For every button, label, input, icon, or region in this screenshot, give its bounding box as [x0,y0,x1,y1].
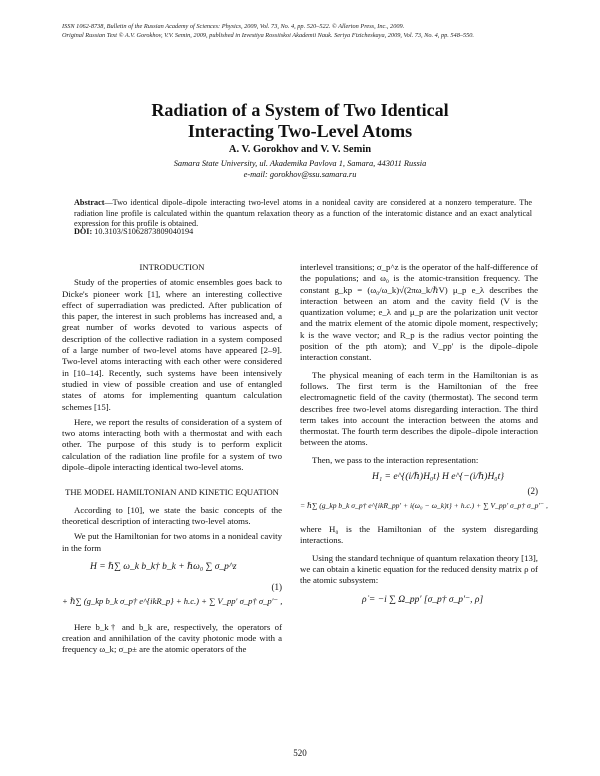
eq2-number: (2) [527,486,538,497]
eq1-number: (1) [271,581,282,592]
header-line-2: Original Russian Text © A.V. Gorokhov, V.V. Semin, 2009, published in Izvestiya Rossiiskoi Akademii Nauk. Seriya Fizicheskaya, 2009, Vol. 73, No. 4, pp. 548–550. [62,32,475,39]
abstract [74,198,532,230]
affiliation: Samara State University, ul. Akademika Pavlova 1, Samara, 443011 Russia [173,159,427,168]
equation-1 [62,562,282,616]
title-line-1: Radiation of a System of Two Identical [151,100,449,120]
equation-2 [300,472,548,518]
intro-paragraph-2: Here, we report the results of consideration of a system of two atoms interacting both with a thermostat and with each other. The purpose of this study is to perform explicit calculation of the radiation line profile for a system of two dipole–dipole interacting identical two-level atoms. [62,416,282,473]
after-equation-1: Here b_k† and b_k are, respectively, the operators of creation and annihilation of the cavity photonic mode with a frequency ω_k; σ_p± are the atomic operators of the [62,621,282,655]
model-heading: THE MODEL HAMILTONIAN AND KINETIC EQUATION [65,487,279,498]
right-paragraph-3: Then, we pass to the interaction representation: [312,454,479,465]
model-paragraph-1: According to [10], we state the basic concepts of the theoretical description of interacting two-level atoms. [62,504,282,526]
doi-value: 10.3103/S1062873809040194 [94,227,194,236]
eq2-line-1: H₁ = e^{(i/ℏ)H₀t} H e^{−(i/ℏ)H₀t} [372,472,505,483]
model-paragraph-2: We put the Hamiltonian for two atoms in a nonideal cavity in the form [62,531,282,553]
abstract-text: —Two identical dipole–dipole interacting two-level atoms in a nonideal cavity are considered at a nonzero temperature. The radiation line profile is calculated within the quantum relaxation theory as a function of the interatomic distance and an exact analytical expression for this profile is obtained. [74,198,532,229]
title-line-2: Interacting Two-Level Atoms [187,121,413,141]
email: e-mail: gorokhov@ssu.samara.ru [243,170,357,179]
intro-paragraph-1: Study of the properties of atomic ensembles goes back to Dicke's pioneer work [1], where an interesting collective effect of superradiation was predicted. After publication of this paper, the interest in such problems has increased and, a great number of works devoted to various aspects of description of the collective radiation in a system composed of a large number of two-level atoms have appeared [2–9]. Two-level atoms interacting with each other were considered in [10–14]. Recently, such systems have been intensively studied in view of possible creation and use of entangled states of atoms for implementing quantum calculation schemes [15]. [62,277,282,412]
eq2-line-2: = ℏ∑ (g_kp b_k σ_p† e^{ikR_pp′ + i(ω₀ − ω_k)t} + h.c.) + ∑ V_pp′ σ_p† σ_p′⁻ , [300,501,548,511]
right-column [300,262,548,606]
header-line-1: ISSN 1062-8738, Bulletin of the Russian Academy of Sciences: Physics, 2009, Vol. 73, No. 4, pp. 520–522. © Allerton Press, Inc., 2009. [62,23,405,30]
abstract-label: Abstract [74,198,105,207]
eq1-line-2: + ℏ∑ (g_kp b_k σ_p† e^{ikR_p} + h.c.) + ∑ V_pp′ σ_p† σ_p′⁻ , [62,595,283,606]
affiliation-block [60,158,540,180]
paper-title [60,100,540,142]
doi [74,227,193,236]
journal-header [62,22,552,40]
right-paragraph-5: Using the standard technique of quantum relaxation theory [13], we can obtain a kinetic equation for the reduced density matrix ρ of the atomic subsystem: [300,552,538,586]
doi-label: DOI: [74,227,93,236]
right-paragraph-2: The physical meaning of each term in the Hamiltonian is as follows. The first term is the Hamiltonian of the free electromagnetic field of the cavity (thermostat). The second term describes free two-level atoms disregarding interaction. The third term takes into account the interaction between the atoms and thermostat. The fourth term describes the dipole–dipole interaction between the atoms. [300,369,538,448]
right-paragraph-1: interlevel transitions; σ_p^z is the operator of the half-difference of the populations; and ω₀ is the atomic-transition frequency. The constant g_kp = (ω₀/ω_k)√(2πω_k/ℏV) μ_p e_λ describes the interaction between an atom and the cavity field (V is the quantization volume; e_λ and μ_p are the polarization unit vector and the matrix element of the atomic dipole moment, respectively; k is the wave vector; and R_p is the radius vector pointing the position of the pth atom); and V_pp′ is the dipole–dipole interaction constant. [300,262,538,363]
authors: A. V. Gorokhov and V. V. Semin [228,144,372,155]
right-paragraph-4: where H₀ is the Hamiltonian of the system disregarding interactions. [300,524,538,546]
intro-heading: INTRODUCTION [139,262,205,272]
page-number: 520 [293,748,307,758]
equation-3: ρ̇ = −i ∑ Ω_pp′ [σ_p† σ_p′⁻, ρ] [362,594,484,605]
left-column [62,262,282,656]
eq1-line-1: H = ℏ∑ ω_k b_k† b_k + ℏω₀ ∑ σ_p^z [90,561,237,572]
